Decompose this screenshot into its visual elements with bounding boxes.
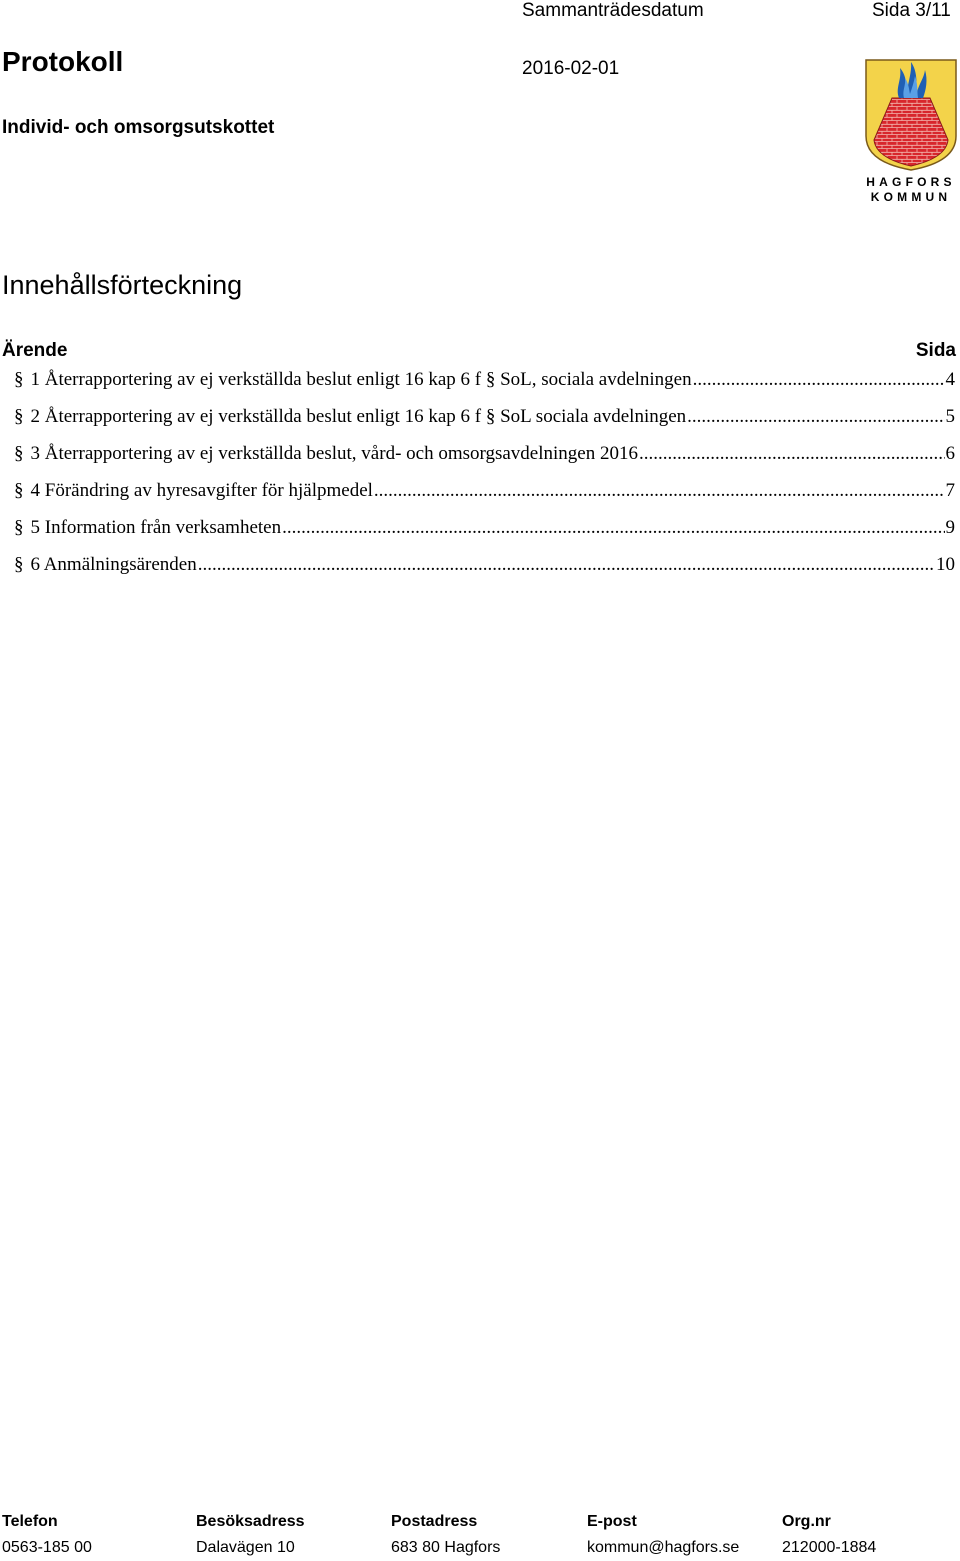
- footer-email: [587, 1512, 739, 1558]
- section-symbol: §: [14, 517, 24, 538]
- toc-leader: [687, 406, 944, 428]
- section-symbol: §: [14, 480, 24, 501]
- footer-value[interactable]: kommun@hagfors.se: [587, 1539, 740, 1556]
- section-symbol: §: [14, 443, 24, 464]
- document-title: Protokoll: [2, 46, 124, 77]
- footer-org-number: [782, 1512, 876, 1558]
- meeting-date: 2016-02-01: [522, 58, 620, 79]
- meeting-date-label: Sammanträdesdatum: [522, 0, 704, 21]
- toc-list: [14, 369, 955, 591]
- toc-entry-text[interactable]: 5 Information från verksamheten: [30, 517, 282, 538]
- toc-entry-text[interactable]: 1 Återrapportering av ej verkställda beslut enligt 16 kap 6 f § SoL, sociala avdelningen: [30, 369, 692, 390]
- footer-label: Postadress: [391, 1513, 478, 1530]
- toc-entry[interactable]: [14, 369, 955, 406]
- footer-value: 683 80 Hagfors: [391, 1539, 501, 1556]
- footer-label: Telefon: [2, 1513, 58, 1530]
- toc-entry[interactable]: [14, 480, 955, 517]
- toc-leader: [374, 480, 945, 502]
- toc-entry-page[interactable]: 7: [945, 480, 955, 501]
- toc-entry-page[interactable]: 9: [945, 517, 955, 538]
- toc-entry-text[interactable]: 6 Anmälningsärenden: [30, 554, 197, 575]
- section-symbol: §: [14, 369, 24, 390]
- logo-line-2: KOMMUN: [870, 190, 952, 204]
- toc-column-item: Ärende: [2, 340, 68, 361]
- toc-column-page: Sida: [915, 340, 956, 361]
- committee-name: Individ- och omsorgsutskottet: [2, 117, 275, 138]
- toc-entry-page[interactable]: 10: [936, 554, 955, 575]
- toc-leader: [282, 517, 944, 539]
- toc-entry-page[interactable]: 6: [945, 443, 955, 464]
- footer-label: Besöksadress: [196, 1513, 305, 1530]
- footer-phone: [2, 1512, 92, 1558]
- page-number: Sida 3/11: [872, 0, 951, 21]
- footer-label: Org.nr: [782, 1513, 831, 1530]
- footer-value: Dalavägen 10: [196, 1539, 295, 1556]
- coat-of-arms-icon: [862, 58, 960, 208]
- toc-entry-text[interactable]: 4 Förändring av hyresavgifter för hjälpmedel: [30, 480, 373, 501]
- toc-entry[interactable]: [14, 517, 955, 554]
- toc-leader: [639, 443, 945, 465]
- toc-entry[interactable]: [14, 406, 955, 443]
- toc-entry[interactable]: [14, 554, 955, 591]
- section-symbol: §: [14, 554, 24, 575]
- toc-entry[interactable]: [14, 443, 955, 480]
- hagfors-kommun-logo: [862, 58, 960, 208]
- toc-entry-page[interactable]: 4: [945, 369, 955, 390]
- toc-entry-page[interactable]: 5: [945, 406, 955, 427]
- toc-entry-text[interactable]: 3 Återrapportering av ej verkställda beslut, vård- och omsorgsavdelningen 2016: [30, 443, 638, 464]
- section-symbol: §: [14, 406, 24, 427]
- logo-line-1: HAGFORS: [866, 175, 956, 189]
- footer-value: 212000-1884: [782, 1539, 877, 1556]
- footer-visiting-address: [196, 1512, 305, 1558]
- toc-title: Innehållsförteckning: [2, 270, 243, 300]
- toc-leader: [198, 554, 935, 576]
- toc-leader: [693, 369, 945, 391]
- footer-label: E-post: [587, 1513, 637, 1530]
- footer-value: 0563-185 00: [2, 1539, 92, 1556]
- toc-entry-text[interactable]: 2 Återrapportering av ej verkställda beslut enligt 16 kap 6 f § SoL sociala avdelningen: [30, 406, 687, 427]
- footer-postal-address: [391, 1512, 500, 1558]
